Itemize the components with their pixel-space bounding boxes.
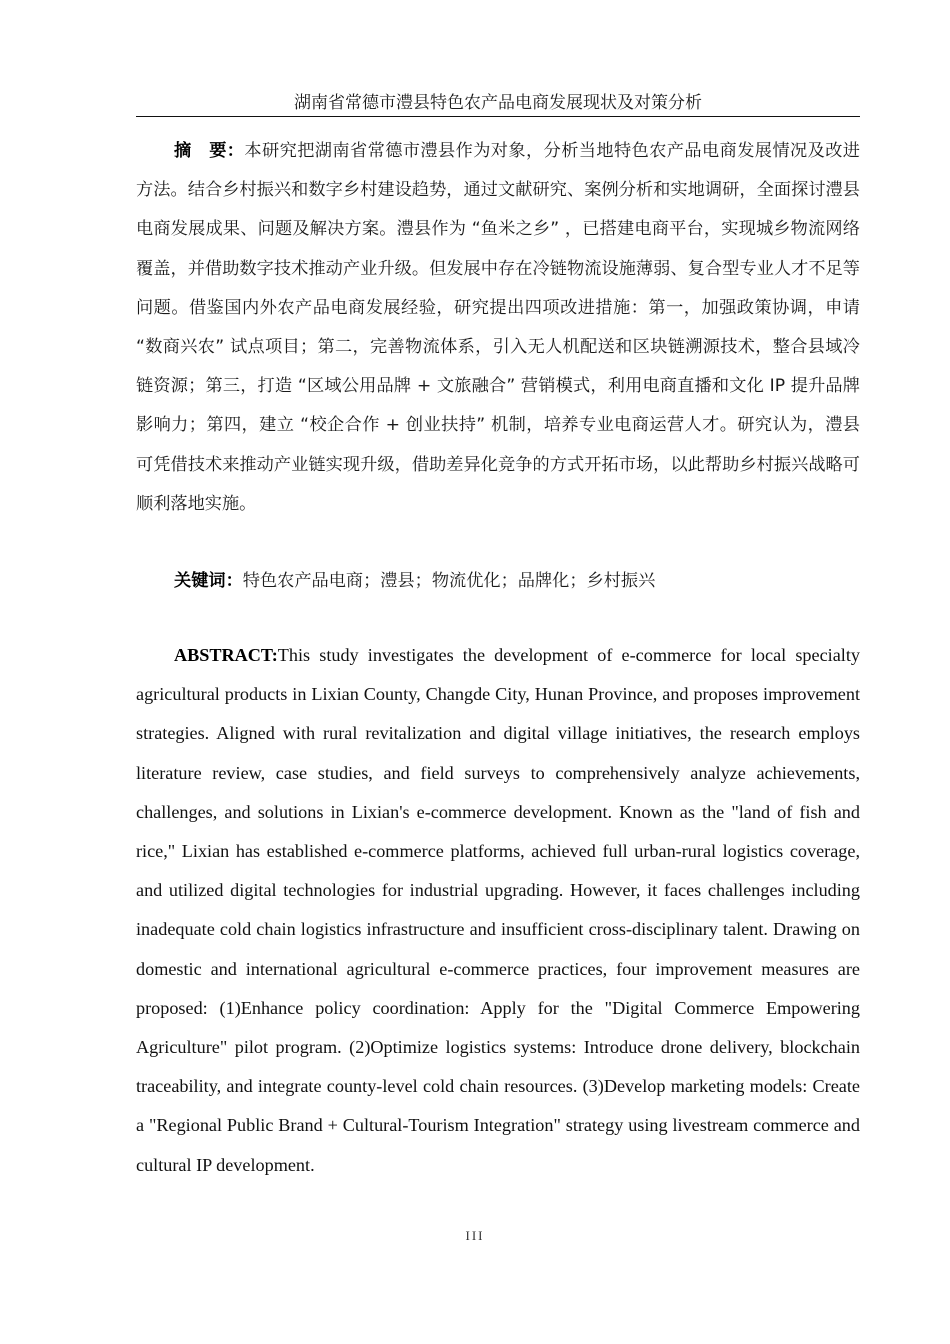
header-rule [136, 116, 860, 117]
english-abstract [136, 636, 860, 1185]
running-header-title: 湖南省常德市澧县特色农产品电商发展现状及对策分析 [294, 93, 702, 113]
english-abstract-label: ABSTRACT: [174, 645, 278, 665]
chinese-abstract-label: 摘 要： [174, 141, 245, 161]
chinese-keywords-text: 特色农产品电商；澧县；物流优化；品牌化；乡村振兴 [242, 571, 656, 591]
chinese-abstract [136, 132, 860, 524]
chinese-abstract-text: 本研究把湖南省常德市澧县作为对象，分析当地特色农产品电商发展情况及改进方法。结合乡村振兴和数字乡村建设趋势，通过文献研究、案例分析和实地调研，全面探讨澧县电商发展成果、问题及解决方案。澧县作为 “鱼米之乡” ，已搭建电商平台，实现城乡物流网络覆盖，并借助数字技术推动产业升级。但发展中存在冷链物流设施薄弱、复合型专业人才不足等问题。借鉴国内外农产品电商发展经验，研究提出四项改进措施：第一，加强政策协调，申请 “数商兴农” 试点项目；第二，完善物流体系，引入无人机配送和区块链溯源技术，整合县域冷链资源；第三，打造 “区域公用品牌 + 文旅融合” 营销模式，利用电商直播和文化 IP 提升品牌影响力；第四，建立 “校企合作 + 创业扶持” 机制，培养专业电商运营人才。研究认为，澧县可凭借技术来推动产业链实现升级，借助差异化竞争的方式开拓市场，以此帮助乡村振兴战略可顺利落地实施。 [136, 141, 860, 514]
english-abstract-text: This study investigates the development of e-commerce for local specialty agricultural products in Lixian County, Changde City, Hunan Province, and proposes improvement strategies. Aligned with rural revitalization and digital village initiatives, the research employs literature review, case studies, and field surveys to comprehensively analyze achievements, challenges, and solutions in Lixian's e-commerce development. Known as the "land of fish and rice," Lixian has established e-commerce platforms, achieved full urban-rural logistics coverage, and utilized digital technologies for industrial upgrading. However, it faces challenges including inadequate cold chain logistics infrastructure and insufficient cross-disciplinary talent. Drawing on domestic and international agricultural e-commerce practices, four improvement measures are proposed: (1)Enhance policy coordination: Apply for the "Digital Commerce Empowering Agriculture" pilot program. (2)Optimize logistics systems: Introduce drone delivery, blockchain traceability, and integrate county-level cold chain resources. (3)Develop marketing models: Create a "Regional Public Brand + Cultural-Tourism Integration" strategy using livestream commerce and cultural IP development. [136, 645, 860, 1175]
chinese-keywords-label: 关键词： [174, 571, 243, 591]
chinese-keywords [136, 562, 860, 601]
page-number: III [465, 1228, 485, 1243]
